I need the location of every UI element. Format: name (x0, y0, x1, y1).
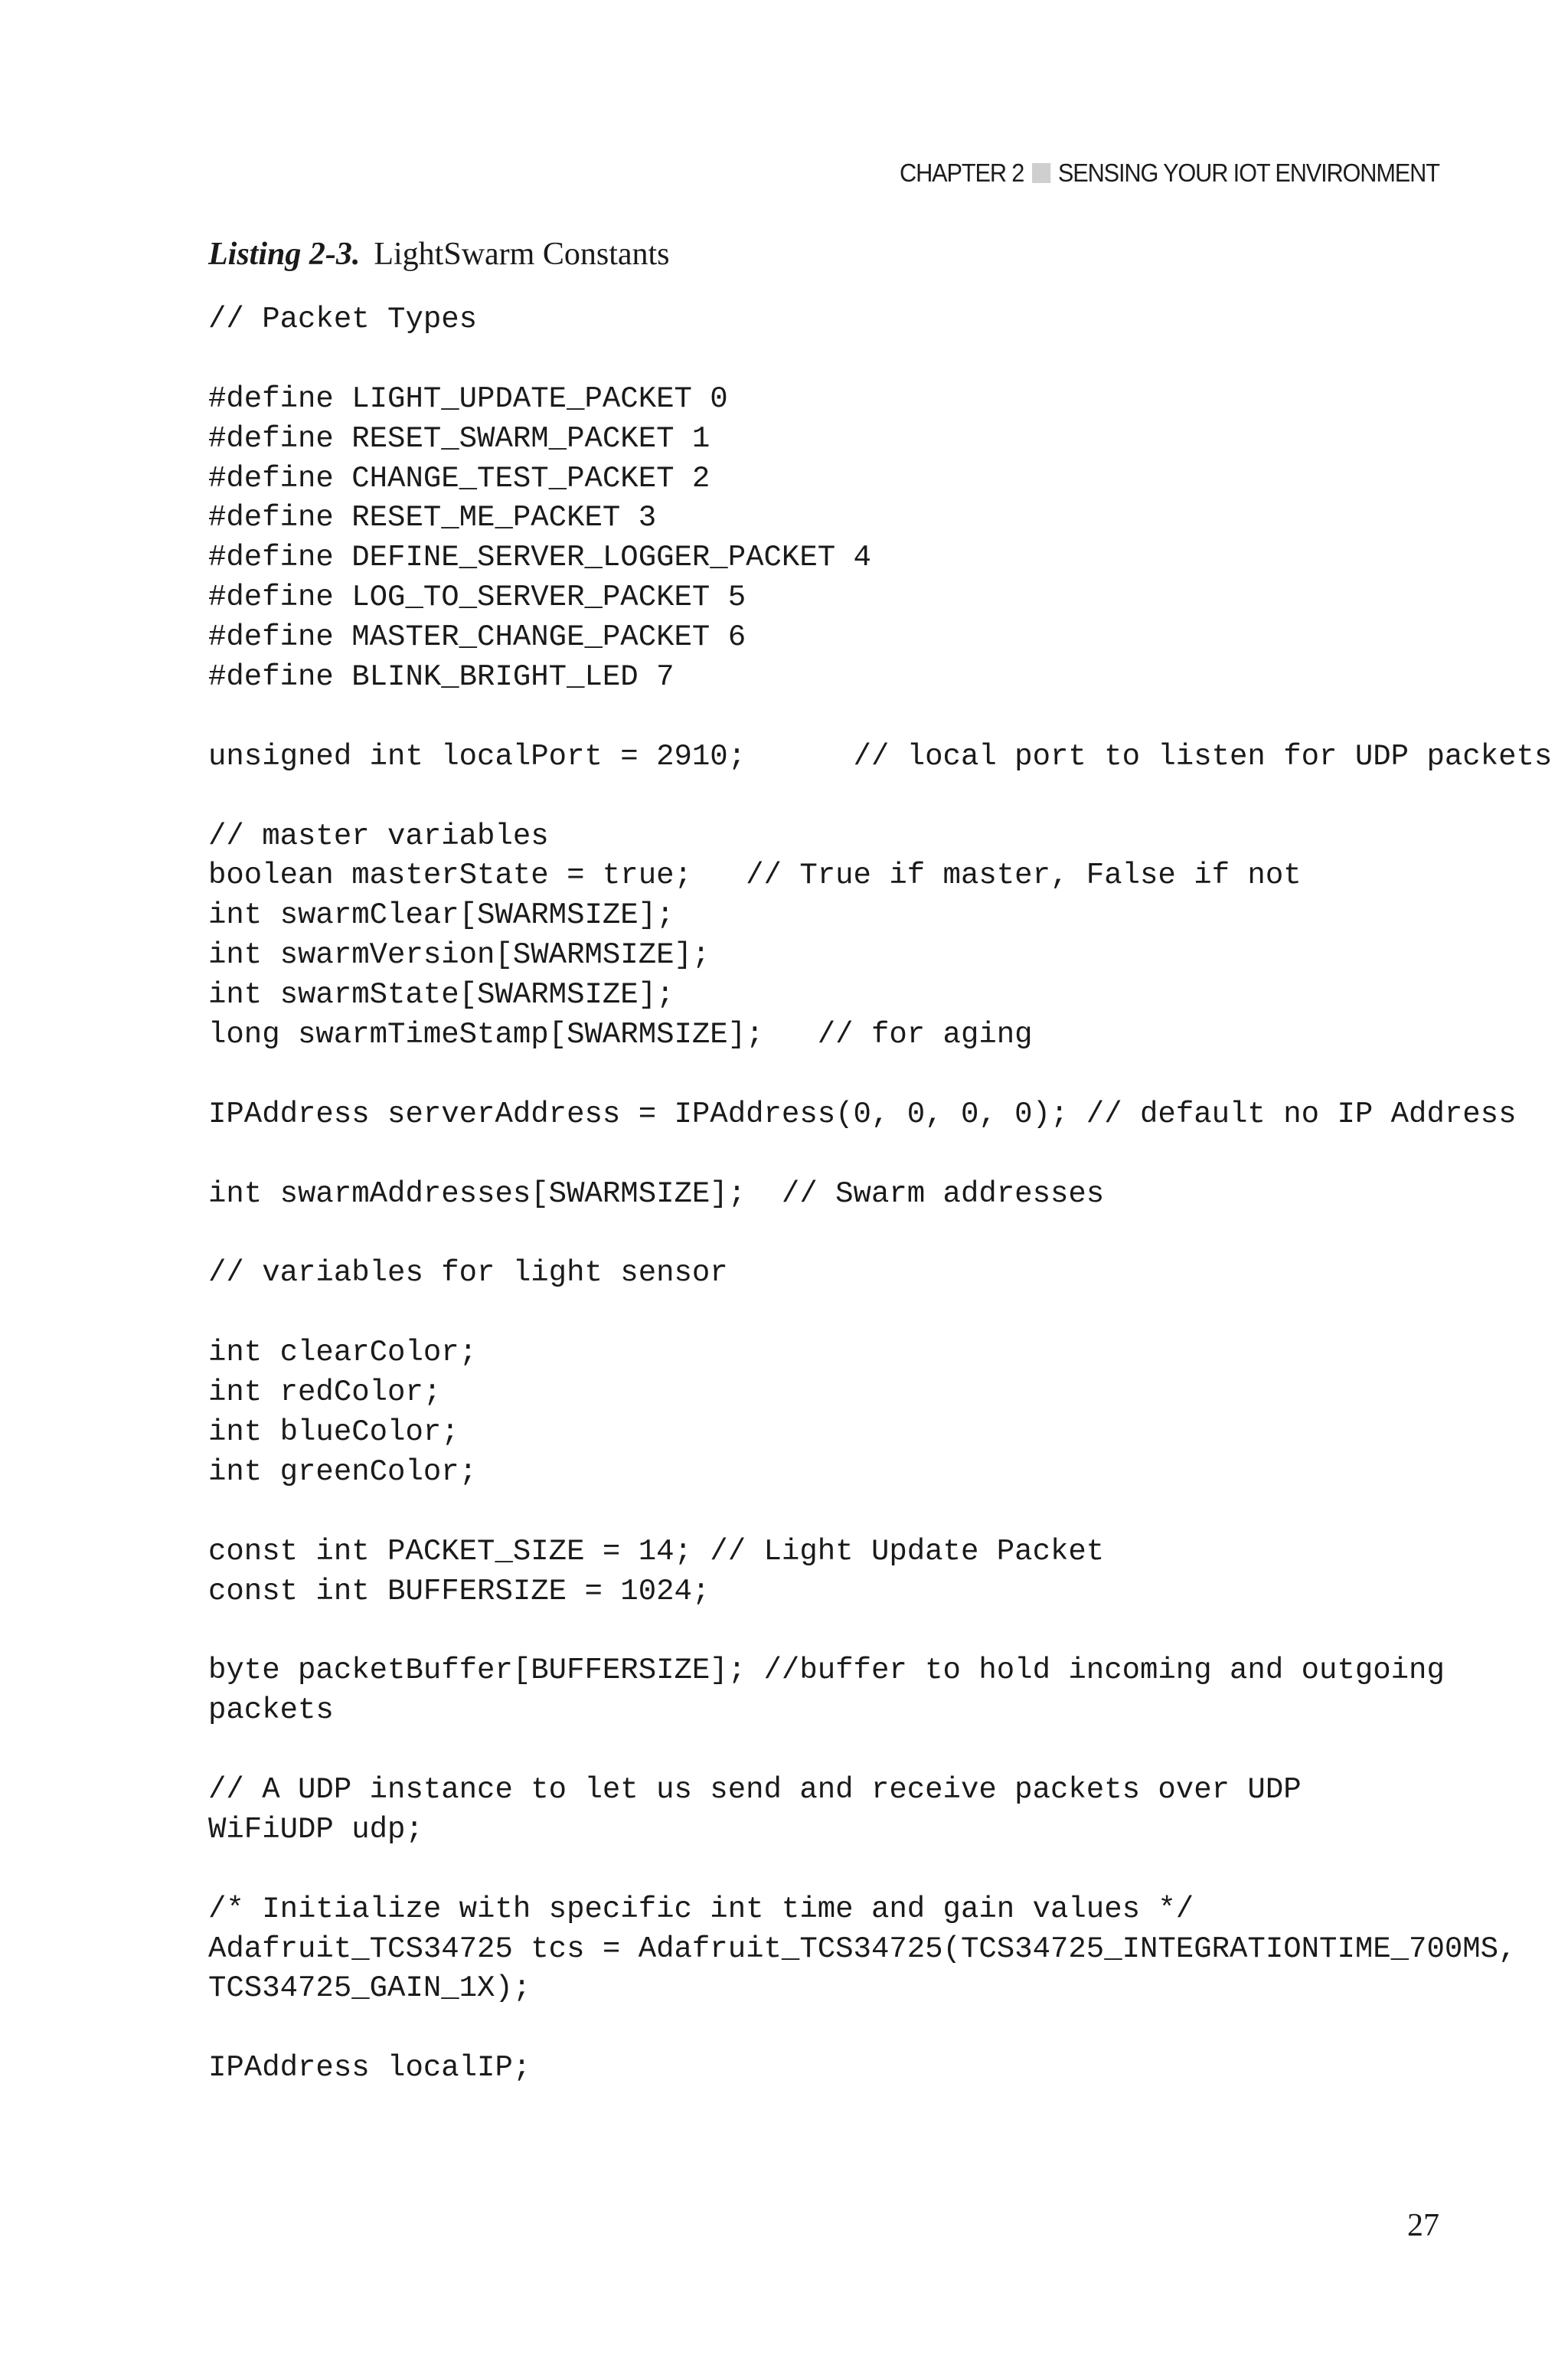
code-line: #define CHANGE_TEST_PACKET 2 (208, 461, 710, 496)
code-line: long swarmTimeStamp[SWARMSIZE]; // for aging (208, 1018, 1033, 1052)
code-line: int blueColor; (208, 1415, 459, 1449)
code-line: // master variables (208, 819, 549, 853)
code-blank-line (208, 777, 1449, 817)
code-line: // Packet Types (208, 303, 478, 336)
code-line: #define MASTER_CHANGE_PACKET 6 (208, 620, 746, 655)
code-line: boolean masterState = true; // True if master, False if not (208, 859, 1302, 893)
code-blank-line (208, 1493, 1449, 1532)
code-line: #define DEFINE_SERVER_LOGGER_PACKET 4 (208, 541, 871, 575)
code-line: /* Initialize with specific int time and gain values */ (208, 1892, 1194, 1926)
page-number: 27 (1407, 2208, 1439, 2243)
code-blank-line (208, 1294, 1449, 1333)
code-line: int swarmClear[SWARMSIZE]; (208, 898, 675, 933)
code-line: // variables for light sensor (208, 1256, 728, 1290)
code-line: // A UDP instance to let us send and receive packets over UDP (208, 1772, 1302, 1807)
listing-caption (208, 236, 670, 273)
code-line: #define BLINK_BRIGHT_LED 7 (208, 660, 675, 695)
code-line: #define RESET_ME_PACKET 3 (208, 501, 657, 535)
code-line: int swarmVersion[SWARMSIZE]; (208, 938, 710, 973)
code-line: unsigned int localPort = 2910; // local port to listen for UDP packets (208, 739, 1553, 774)
code-blank-line (208, 1850, 1449, 1890)
code-line: byte packetBuffer[BUFFERSIZE]; //buffer to hold incoming and outgoing (208, 1653, 1445, 1688)
code-line: WiFiUDP udp; (208, 1812, 423, 1846)
listing-title: LightSwarm Constants (374, 237, 670, 272)
code-blank-line (208, 1611, 1449, 1651)
code-line: const int BUFFERSIZE = 1024; (208, 1574, 710, 1608)
code-line: #define RESET_SWARM_PACKET 1 (208, 421, 710, 456)
code-line: int redColor; (208, 1375, 442, 1410)
chapter-title: SENSING YOUR IOT ENVIRONMENT (1058, 159, 1439, 187)
code-blank-line (208, 1055, 1449, 1095)
code-blank-line (208, 698, 1449, 738)
running-header (900, 156, 1439, 190)
code-blank-line (208, 1214, 1449, 1254)
code-blank-line (208, 2009, 1449, 2049)
code-line: #define LOG_TO_SERVER_PACKET 5 (208, 581, 746, 615)
listing-label: Listing 2-3. (208, 237, 361, 272)
code-blank-line (208, 340, 1449, 380)
code-line: IPAddress localIP; (208, 2051, 531, 2085)
header-separator-square (1033, 163, 1051, 183)
code-line: #define LIGHT_UPDATE_PACKET 0 (208, 381, 728, 416)
code-line: int swarmState[SWARMSIZE]; (208, 978, 675, 1012)
code-line: const int PACKET_SIZE = 14; // Light Update Packet (208, 1534, 1105, 1568)
code-blank-line (208, 1731, 1449, 1771)
code-line: int swarmAddresses[SWARMSIZE]; // Swarm addresses (208, 1176, 1105, 1211)
code-line: int clearColor; (208, 1336, 478, 1370)
code-line: packets (208, 1693, 334, 1728)
chapter-label: CHAPTER 2 (900, 159, 1024, 187)
code-listing (208, 300, 1553, 2089)
code-line: Adafruit_TCS34725 tcs = Adafruit_TCS34725(TCS34725_INTEGRATIONTIME_700MS, (208, 1932, 1517, 1966)
code-line: int greenColor; (208, 1454, 478, 1489)
code-line: IPAddress serverAddress = IPAddress(0, 0, 0, 0); // default no IP Address (208, 1097, 1517, 1131)
code-line: TCS34725_GAIN_1X); (208, 1971, 531, 2006)
code-blank-line (208, 1135, 1449, 1175)
